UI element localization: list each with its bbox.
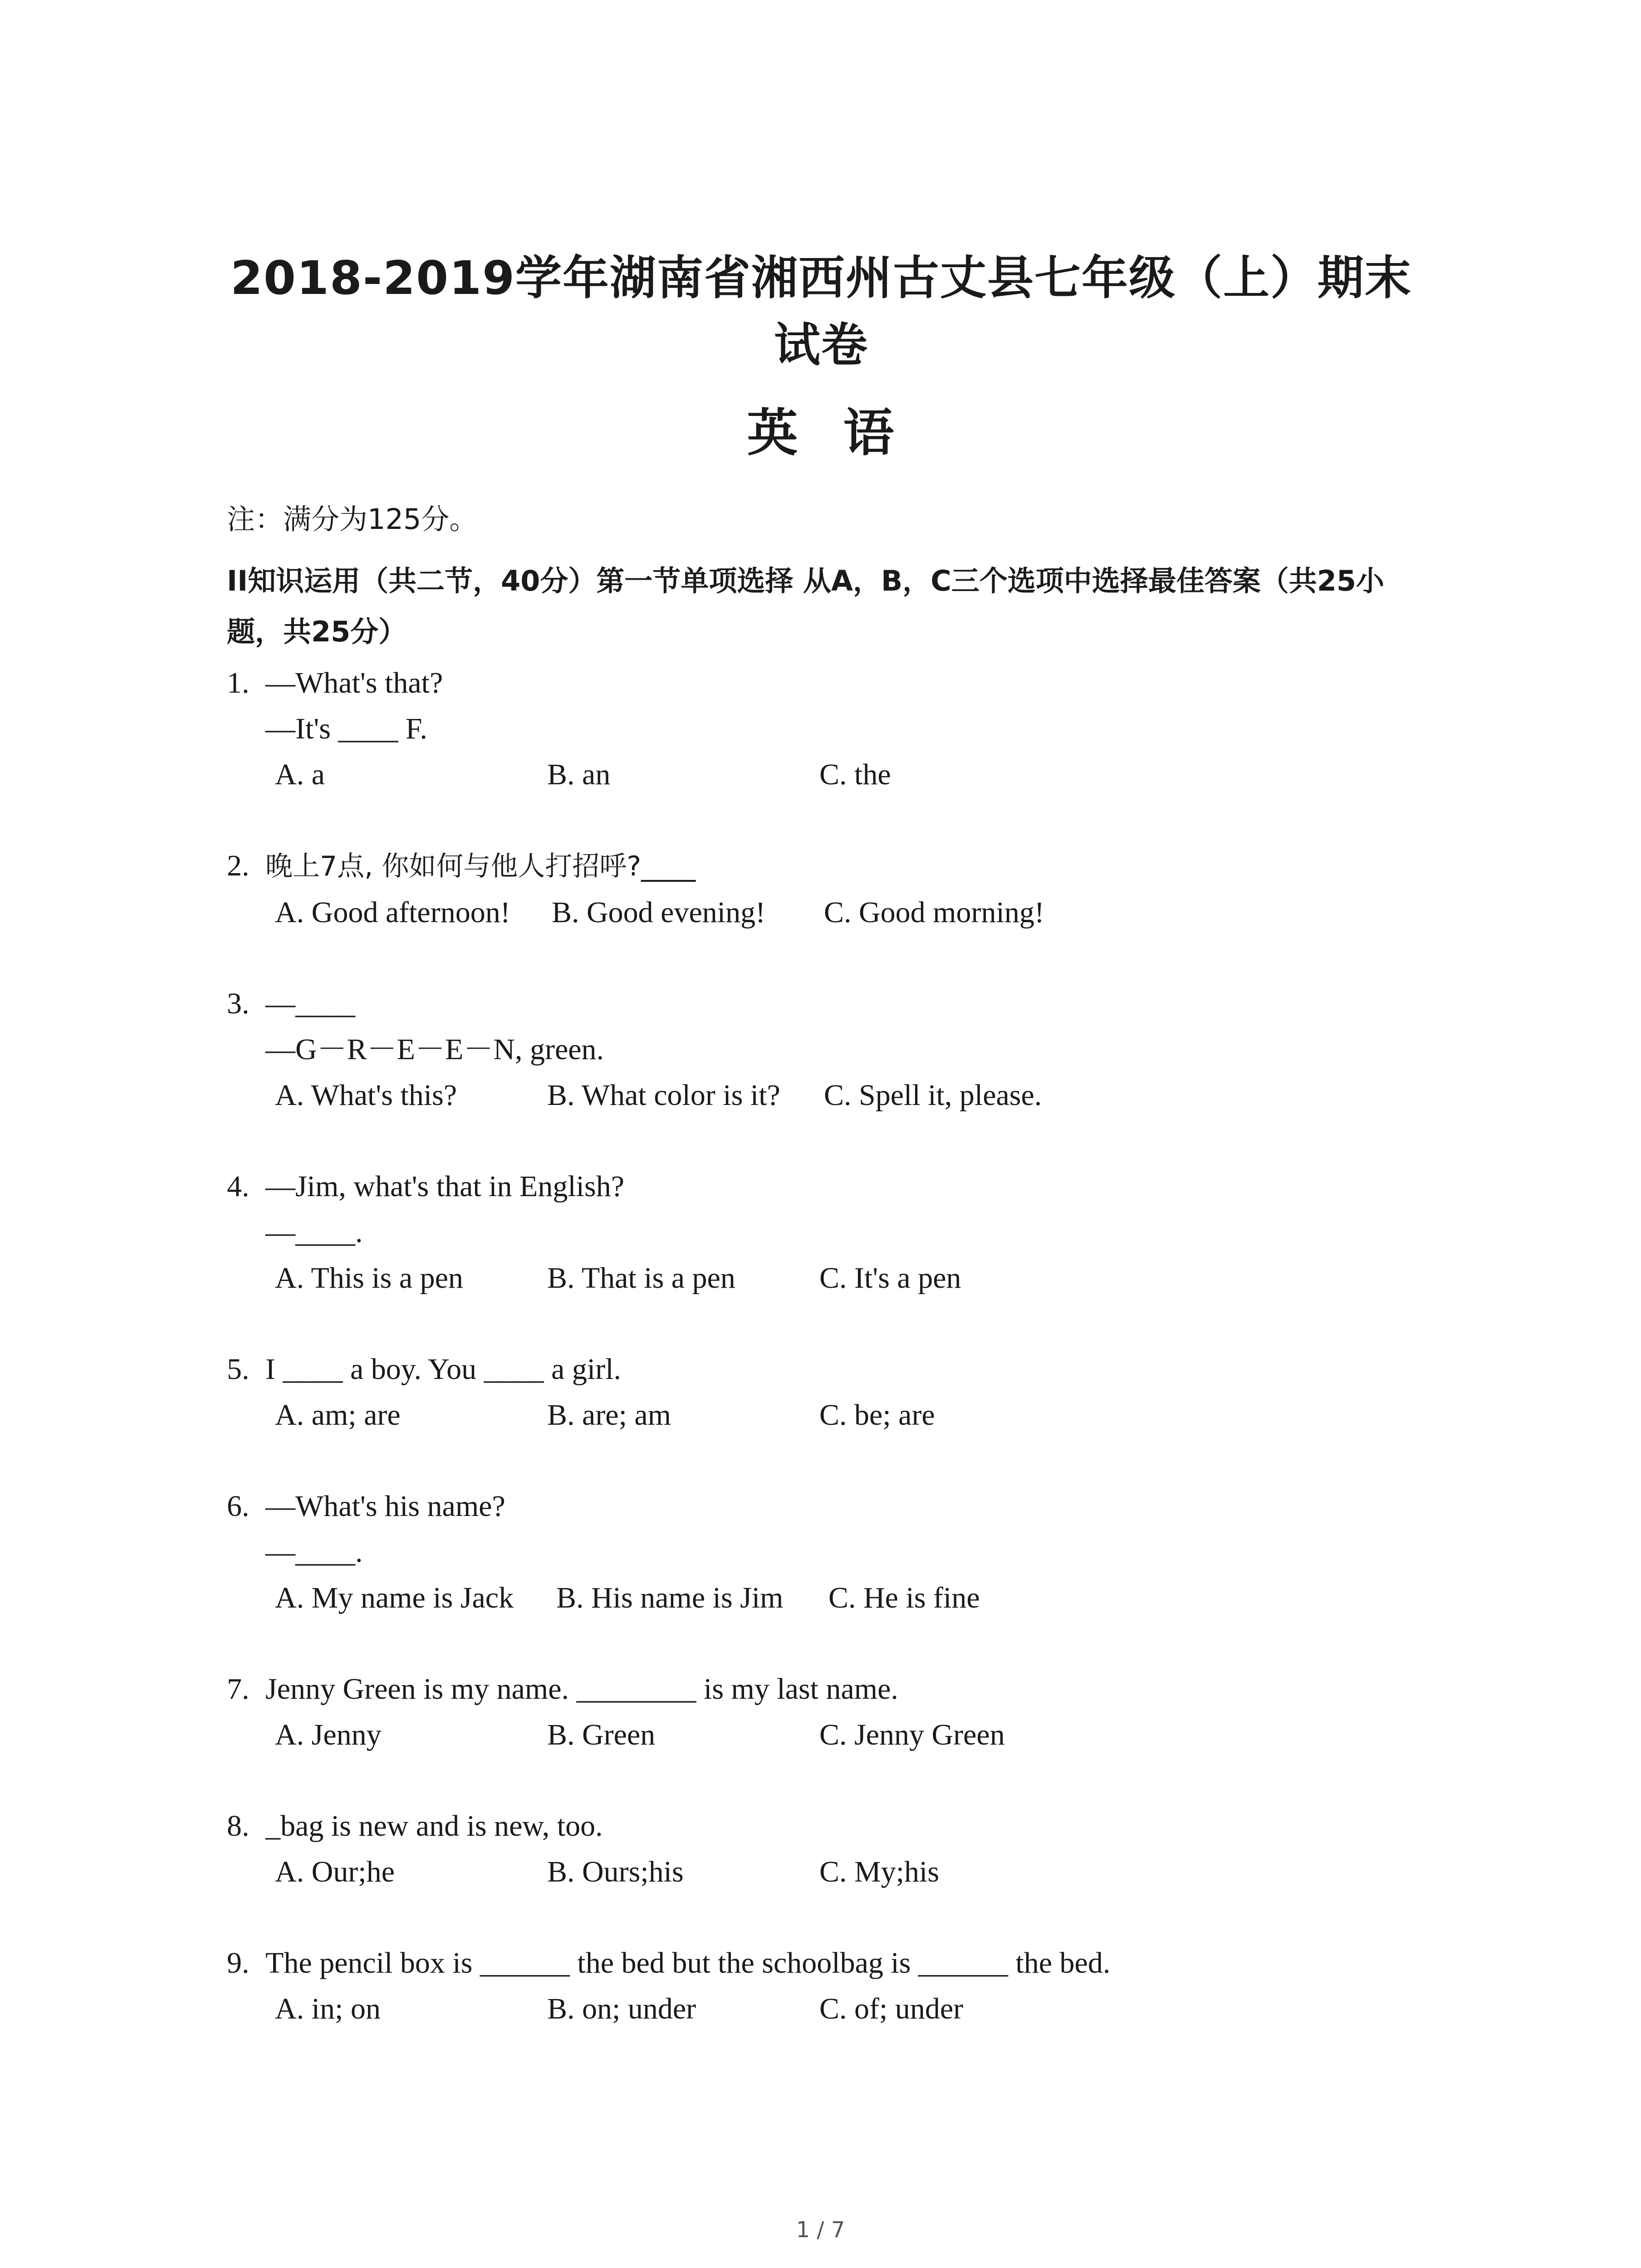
option-a: A. What's this?	[275, 1079, 457, 1112]
question-stem: —G－R－E－E－N, green.	[265, 1033, 604, 1066]
question-stem: The pencil box is ______ the bed but the schoolbag is ______ the bed.	[265, 1946, 1111, 1980]
exam-title-line2: 试卷	[774, 318, 868, 372]
option-b: B. an	[547, 758, 611, 791]
option-a: A. Our;he	[275, 1855, 395, 1888]
option-c: C. He is fine	[828, 1581, 980, 1614]
option-b: B. are; am	[547, 1398, 671, 1432]
question-1	[227, 660, 1452, 797]
question-8	[227, 1803, 1452, 1895]
question-stem: —Jim, what's that in English?	[265, 1170, 625, 1203]
question-7	[227, 1666, 1452, 1758]
answer-options	[227, 1712, 1452, 1758]
question-number: 3.	[227, 987, 250, 1020]
question-number: 8.	[227, 1809, 250, 1843]
option-c: C. It's a pen	[819, 1261, 961, 1295]
question-stem: 晚上7点, 你如何与他人打招呼?____	[265, 850, 696, 882]
section-instructions	[227, 556, 1452, 657]
question-stem: —It's ____ F.	[265, 712, 427, 745]
exam-title	[191, 245, 1452, 379]
question-5	[227, 1346, 1452, 1438]
section-instructions-line1: II知识运用（共二节，40分）第一节单项选择 从A，B，C三个选项中选择最佳答案（共25小	[227, 564, 1385, 597]
question-3	[227, 981, 1452, 1118]
question-stem: _bag is new and is new, too.	[265, 1809, 603, 1843]
answer-options	[227, 752, 1452, 797]
option-b: B. That is a pen	[547, 1261, 735, 1295]
option-b: B. What color is it?	[547, 1079, 780, 1112]
question-number: 6.	[227, 1490, 250, 1523]
option-c: C. Spell it, please.	[824, 1079, 1042, 1112]
question-4	[227, 1163, 1452, 1301]
option-c: C. My;his	[819, 1855, 940, 1888]
answer-options	[227, 1072, 1452, 1118]
question-number: 4.	[227, 1170, 250, 1203]
question-stem: —____.	[265, 1535, 363, 1569]
option-b: B. Ours;his	[547, 1855, 684, 1888]
question-number: 5.	[227, 1353, 250, 1386]
question-stem: Jenny Green is my name. ________ is my last name.	[265, 1672, 898, 1706]
question-number: 1.	[227, 666, 250, 699]
option-a: A. am; are	[275, 1398, 401, 1432]
option-a: A. My name is Jack	[275, 1581, 514, 1614]
option-c: C. Jenny Green	[819, 1718, 1005, 1751]
answer-options	[227, 1849, 1452, 1895]
answer-options	[227, 890, 1452, 935]
question-2	[227, 843, 1452, 935]
option-a: A. Good afternoon!	[275, 896, 510, 929]
exam-title-line1: 2018-2019学年湖南省湘西州古丈县七年级（上）期末	[230, 251, 1412, 305]
answer-options	[227, 1392, 1452, 1438]
page-number: 1 / 7	[796, 2217, 845, 2243]
question-6	[227, 1483, 1452, 1621]
question-stem: —____	[265, 987, 355, 1020]
option-a: A. in; on	[275, 1992, 381, 2025]
option-c: C. of; under	[819, 1992, 964, 2025]
option-b: B. Green	[547, 1718, 656, 1751]
answer-options	[227, 1986, 1452, 2032]
answer-options	[227, 1575, 1452, 1621]
question-stem: —What's that?	[265, 666, 443, 699]
subject-heading: 英语	[747, 404, 940, 463]
question-9	[227, 1940, 1452, 2032]
question-stem: —What's his name?	[265, 1490, 505, 1523]
option-a: A. a	[275, 758, 325, 791]
question-number: 2.	[227, 849, 250, 882]
answer-options	[227, 1255, 1452, 1301]
option-b: B. Good evening!	[552, 896, 766, 929]
option-a: A. Jenny	[275, 1718, 382, 1751]
question-list	[227, 660, 1452, 2077]
score-note: 注：满分为125分。	[227, 503, 478, 536]
section-instructions-line2: 题，共25分）	[227, 615, 407, 648]
question-number: 9.	[227, 1946, 250, 1980]
option-c: C. Good morning!	[824, 896, 1044, 929]
option-a: A. This is a pen	[275, 1261, 463, 1295]
option-b: B. His name is Jim	[556, 1581, 784, 1614]
question-stem: I ____ a boy. You ____ a girl.	[265, 1353, 622, 1386]
question-stem: —____.	[265, 1216, 363, 1249]
question-number: 7.	[227, 1672, 250, 1706]
option-c: C. be; are	[819, 1398, 935, 1432]
option-b: B. on; under	[547, 1992, 696, 2025]
option-c: C. the	[819, 758, 891, 791]
